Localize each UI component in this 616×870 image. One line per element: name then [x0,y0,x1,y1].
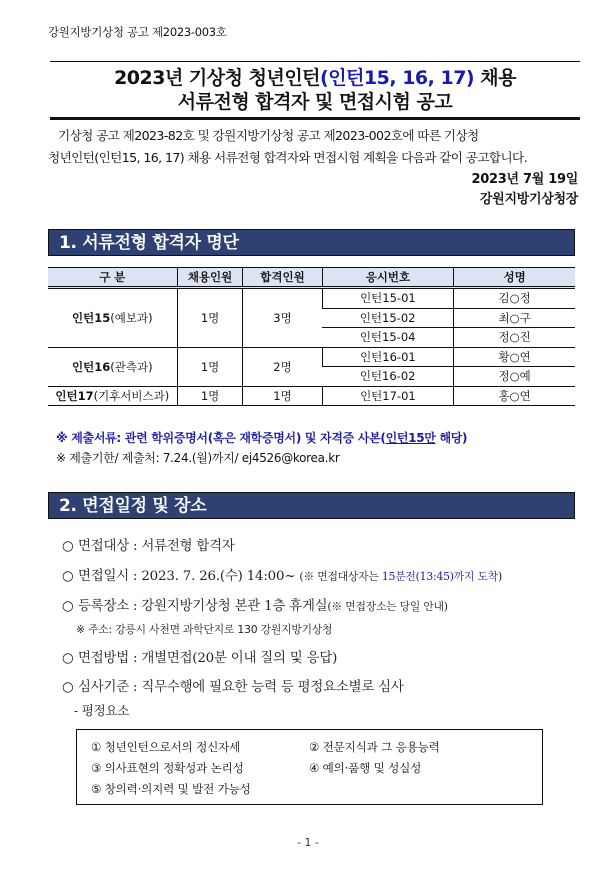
title-prefix: 2023년 기상청 청년인턴 [114,67,321,89]
category-dept: (기후서비스과) [93,388,170,403]
criteria-subheading: - 평정요소 [74,703,130,718]
category-dept: (관측과) [110,359,153,374]
submission-notes [56,428,467,468]
intro-paragraph [48,125,580,169]
documents-suffix: 해당) [435,431,468,445]
applicant-name-cell: 최○구 [454,308,575,328]
page-title [50,66,580,114]
category-cell [48,386,177,406]
section-2-heading: 2. 면접일정 및 장소 [48,492,575,519]
item-text: 심사기준 : 직무수행에 필요한 능력 등 평정요소별로 심사 [78,680,404,695]
document-number: 강원지방기상청 공고 제2023-003호 [48,25,227,39]
category-code: 인턴17 [55,388,94,403]
title-line-2: 서류전형 합격자 및 면접시험 공고 [177,91,453,113]
circle-bullet-icon: ○ [62,539,74,554]
documents-text: ※ 제출서류: 관련 학위증명서(혹은 재학증명서) 및 자격증 사본( [56,431,386,445]
note-prefix: (※ 면접대상자는 [299,570,382,583]
passed-cell: 3명 [243,288,322,348]
evaluation-factors-box [76,729,543,805]
table-header-row [48,268,575,288]
deadline-note: ※ 제출기한/ 제출처: 7.24.(월)까지/ ej4526@korea.kr [56,451,340,465]
hires-cell: 1명 [177,347,243,386]
applicant-name-cell: 김○정 [454,288,575,309]
section-1-heading: 1. 서류전형 합격자 명단 [48,229,575,256]
category-dept: (예보과) [110,310,153,325]
table-row [48,288,575,309]
column-header-category: 구 분 [48,268,177,288]
factor-5: ⑤ 창의력·의지력 및 발전 가능성 [91,782,251,796]
circle-bullet-icon: ○ [62,651,74,666]
title-highlight: (인턴15, 16, 17) [320,67,475,89]
documents-underlined: 인턴15만 [385,431,436,445]
title-suffix: 채용 [474,67,516,89]
passed-cell: 1명 [243,386,322,406]
item-text: 등록장소 : 강원지방기상청 본관 1층 휴게실 [78,599,328,614]
issuer: 강원지방기상청장 [479,192,578,207]
applicant-id-cell: 인턴16-01 [322,347,454,367]
item-venue [62,595,448,614]
item-text: 면접방법 : 개별면접(20분 이내 질의 및 응답) [78,651,338,666]
factor-3: ③ 의사표현의 정확성과 논리성 [91,761,244,775]
signoff [472,170,578,210]
circle-bullet-icon: ○ [62,680,74,695]
applicant-name-cell: 정○진 [454,328,575,348]
circle-bullet-icon: ○ [62,599,74,614]
page-number: - 1 - [297,836,319,849]
factor-4: ④ 예의·품행 및 성실성 [309,761,422,775]
factor-2: ② 전문지식과 그 응용능력 [309,740,440,754]
item-criteria [62,676,404,695]
applicant-id-cell: 인턴15-02 [322,308,454,328]
applicant-name-cell: 홍○연 [454,386,575,406]
table-row [48,386,575,406]
item-datetime [62,565,502,584]
category-cell [48,288,177,348]
factor-1: ① 청년인턴으로서의 정신자세 [91,740,241,754]
column-header-name: 성명 [454,268,575,288]
applicant-id-cell: 인턴17-01 [322,386,454,406]
applicant-id-cell: 인턴16-02 [322,367,454,387]
item-method [62,647,337,666]
circle-bullet-icon: ○ [62,569,74,584]
item-text: 면접대상 : 서류전형 합격자 [78,539,235,554]
venue-note: (※ 면접장소는 당일 안내) [327,600,448,613]
note-highlight: 15분전(13:45)까지 도착 [381,570,498,583]
category-code: 인턴16 [72,359,111,374]
category-cell [48,347,177,386]
hires-cell: 1명 [177,288,243,348]
passed-candidates-table [48,267,575,406]
hires-cell: 1명 [177,386,243,406]
table-row [48,347,575,367]
category-code: 인턴15 [72,310,111,325]
applicant-name-cell: 정○예 [454,367,575,387]
note-suffix: ) [497,570,502,583]
column-header-applicant-id: 응시번호 [322,268,454,288]
title-top-rule [50,61,580,62]
title-bottom-rule [50,117,580,120]
intro-line-2: 청년인턴(인턴15, 16, 17) 채용 서류전형 합격자와 면접시험 계획을 다음과 같이 공고합니다. [48,150,528,165]
applicant-id-cell: 인턴15-04 [322,328,454,348]
applicant-id-cell: 인턴15-01 [322,288,454,309]
applicant-name-cell: 황○연 [454,347,575,367]
item-text: 면접일시 : 2023. 7. 26.(수) 14:00~ [78,569,300,584]
passed-cell: 2명 [243,347,322,386]
required-documents-note [56,428,467,448]
announcement-date: 2023년 7월 19일 [471,172,578,187]
address-note: ※ 주소: 강릉시 사천면 과학단지로 130 강원지방기상청 [76,623,333,636]
title-line-1 [50,66,580,90]
column-header-passed: 합격인원 [243,268,322,288]
column-header-hires: 채용인원 [177,268,243,288]
intro-line-1: 기상청 공고 제2023-82호 및 강원지방기상청 공고 제2023-002호에 따른 기상청 [58,128,479,143]
item-target [62,535,235,554]
